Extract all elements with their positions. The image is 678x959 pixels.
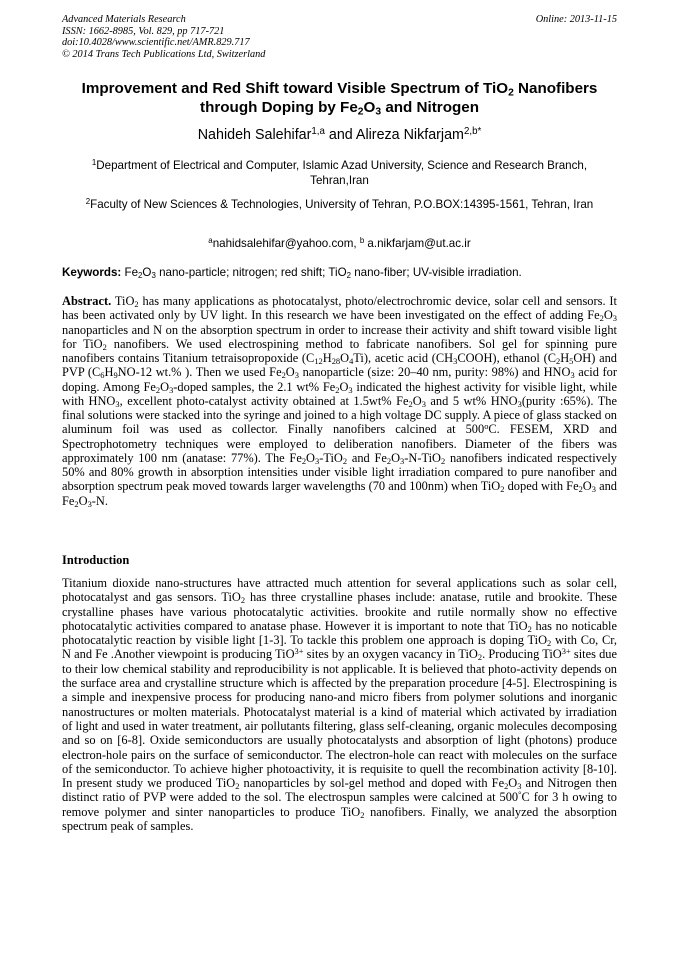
paper-title: [52, 80, 627, 117]
affiliation-1: $^1$Department of Electrical and Computer, Islamic Azad University, Science and Research Branch, Tehran,Iran: [91, 158, 588, 187]
abstract: Abstract. TiO$_2$ has many applications as photocatalyst, photo/electrochromic device, solar cell and sensors. It has been activated only by UV light. In this research we have been investigated on the effect of adding $Fe_2O_3$ nanoparticles and N on the absorption spectrum in order to increase their activity and shift toward visible light for TiO$_2$ nanofibers. We used electrospining method to fabricate nanofibers. Sol gel for spinning pure nanofibers contains Titanium tetraisopropoxide $(C_{12}H_{28}O_4Ti)$, acetic acid $(CH_3COOH)$, ethanol $(C_2H_5OH)$ and PVP ($C_6H_9NO-12$ wt.% ). Then we used $Fe_2O_3$ nanoparticle (size: 20–40 nm, purity: 98%) and $HNO_3$ acid for doping. Among $Fe_2O_3$-doped samples, the 2.1 wt% $Fe_2O_3$ indicated the highest activity for visible light, while with $HNO_3$, excellent photo-catalyst activity obtained at 1.5wt% $Fe_2O_3$ and 5 wt% $HNO_3(purity$ :65%). The final solutions were stacked into the syringe and joined to a high voltage DC supply. A piece of glass stacked on aluminum foil was used as collector. Finally nanofibers calcined at 500$^o$C. FESEM, XRD and Spectrophotometry techniques were employed to deliberation nanofibers. Diameter of the fibers was approximately 100 nm (anatase: 77%). The $Fe_2O_3-TiO_2$ and $Fe_2O_3-N-TiO_2$ nanofibers indicated respectively 50% and 80% growth in absorption intensities under visible light irradiation compared to pure nanofiber and absorption spectrum peak moved towards larger wavelengths (70 and 100nm) when TiO$_2$ doped with $Fe_2O_3$ and $Fe_2O_3-N$.: [62, 294, 617, 509]
introduction-heading: Introduction: [62, 553, 130, 567]
doi-line: doi:10.4028/www.scientific.net/AMR.829.717: [62, 37, 250, 49]
author-emails: $^a$nahidsalehifar@yahoo.com, $^b$ a.nikfarjam@ut.ac.ir: [208, 236, 471, 250]
journal-name: Advanced Materials Research: [62, 14, 186, 25]
affiliation-2: $^2$Faculty of New Sciences & Technologies, University of Tehran, P.O.BOX:14395-1561, Tehran, Iran: [85, 197, 594, 211]
online-date: Online: 2013-11-15: [535, 14, 617, 25]
title-line-2: through Doping by $Fe_2O_3$ and Nitrogen: [200, 98, 479, 118]
keywords: Keywords: $Fe_2O_3$ nano-particle; nitrogen; red shift; TiO$_2$ nano-fiber; UV-visible irradiation.: [62, 266, 522, 280]
issn-line: ISSN: 1662-8985, Vol. 829, pp 717-721: [62, 25, 225, 37]
keywords-label: Keywords:: [62, 266, 125, 279]
author-list: Nahideh Salehifar$^{1,a}$ and Alireza Nikfarjam$^{2,b*}$: [197, 126, 482, 143]
copyright-line: © 2014 Trans Tech Publications Ltd, Switzerland: [62, 48, 266, 60]
introduction-body: Titanium dioxide nano-structures have attracted much attention for several applications such as solar cell, photocatalyst and gas sensors. TiO$_2$ has three crystalline phases include: anatase, rutile and brookite. These crystalline phases have various photocatalytic activities. brookite and rutile normally show no effective photocatalytic activities compared to anatase phase. However it is important to note that TiO$_2$ has no noticable photocatalytic reaction by visible light [1-3]. To tackle this problem one approach is doping TiO$_2$ with Co, Cr, N and Fe .Another viewpoint is producing TiO$^{3+}$ sites by an oxygen vacancy in TiO$_2$. Producing TiO$^{3+}$ sites due to their low chemical stability and reproducibility is not applicable. It is believed that photo-activity depends on the surface area and crystalline structure which is affected by the preparation procedure [4-5]. Electrospining is a simple and inexpensive process for producing nano-and micro fibers from polymer solutions and inorganic nanostructures or molten materials. Photocatalyst material is a kind of material which activated by irradiation of light and used in water treatment, air pollutants filtering, glass self-cleaning, organic molecules decomposing and so on [6-8]. Oxide semiconductors are usually photocatalysts and absorption of light (photons) produce electron-hole pairs on the surface of semiconductor. The electron-hole can react with molecules on the surface of the semiconductor. To achieve higher photoactivity, it is requisite to quell the recombination activity [8-10]. In present study we produced TiO$_2$ nanoparticles by sol-gel method and doped with $Fe_2O_3$ and Nitrogen then distinct ratio of PVP were added to the sol. The electrospun samples were calcined at 500°C for 3 h owing to remove polymer and sinter nanoparticles to produce TiO$_2$ nanofibers. Finally, we analyzed the absorption spectrum peak of samples.: [62, 576, 618, 834]
journal-header: [62, 14, 617, 60]
title-line-1: Improvement and Red Shift toward Visible Spectrum of TiO$_2$ Nanofibers: [81, 80, 598, 99]
abstract-label: Abstract.: [62, 294, 112, 308]
